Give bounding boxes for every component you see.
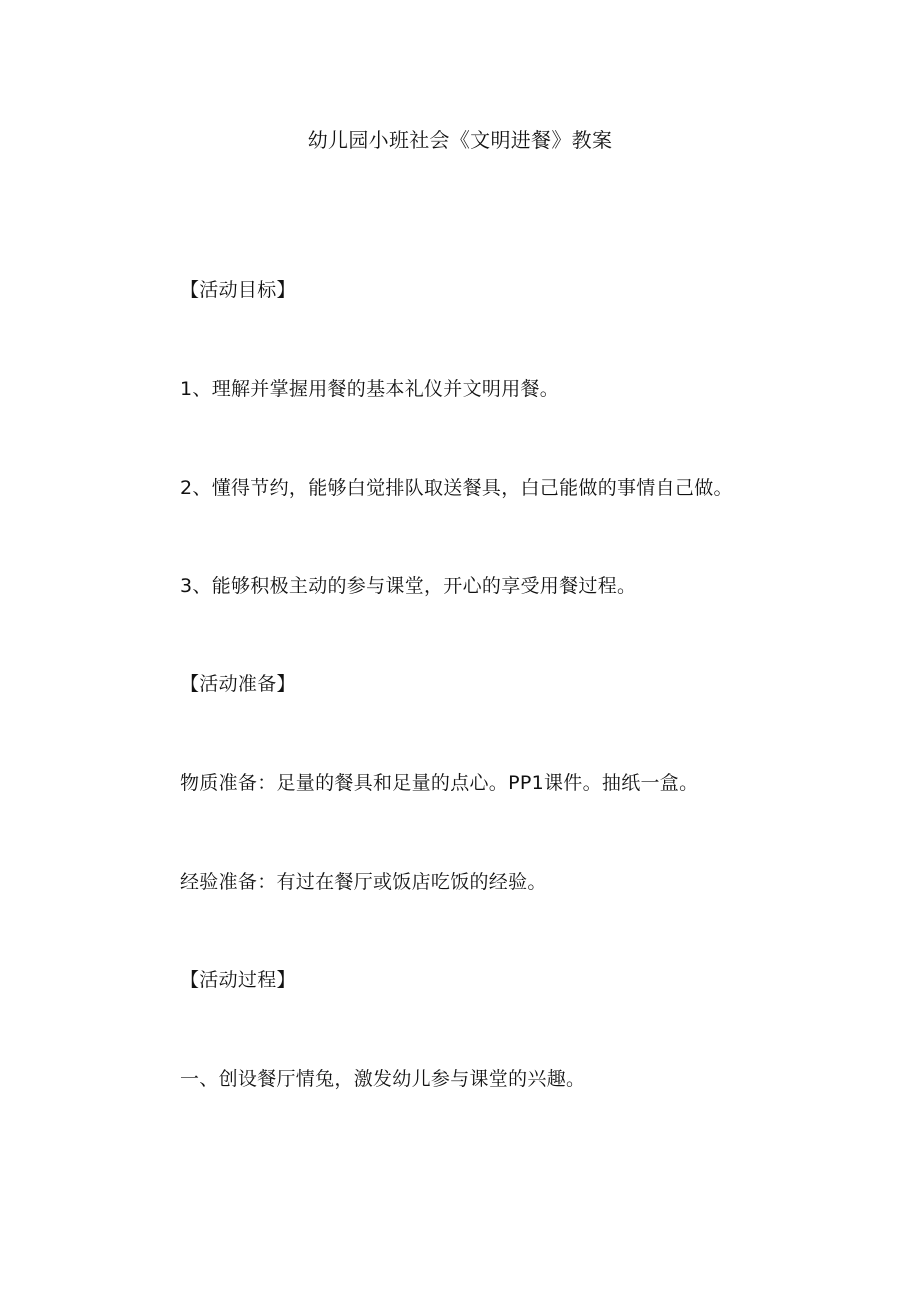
prep-item-material: 物质准备：足量的餐具和足量的点心。PP1课件。抽纸一盒。 [180, 772, 699, 794]
process-heading: 【活动过程】 [180, 969, 296, 991]
goal-item-2: 2、懂得节约，能够白觉排队取送餐具，白己能做的事情自己做。 [180, 477, 733, 499]
process-item-1: 一、创设餐厅情兔，激发幼儿参与课堂的兴趣。 [180, 1068, 586, 1090]
prep-item-experience: 经验准备：有过在餐厅或饭店吃饭的经验。 [180, 871, 547, 893]
goals-heading: 【活动目标】 [180, 279, 296, 301]
prep-heading: 【活动准备】 [180, 673, 296, 695]
goal-item-1: 1、理解并掌握用餐的基本礼仪并文明用餐。 [180, 378, 560, 400]
document-title: 幼儿园小班社会《文明进餐》教案 [307, 128, 613, 152]
goal-item-3: 3、能够积极主动的参与课堂，开心的享受用餐过程。 [180, 575, 637, 597]
